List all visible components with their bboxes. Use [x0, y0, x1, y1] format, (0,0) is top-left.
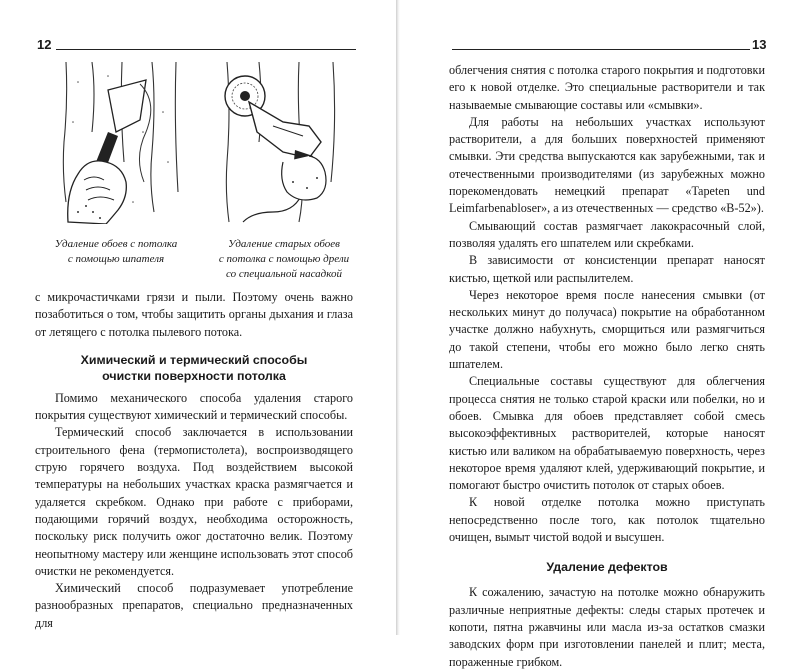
section-heading [35, 352, 353, 384]
heading-line: Химический и термический способы [80, 352, 308, 367]
section-heading: Удаление дефектов [546, 560, 668, 575]
paragraph: Термический способ заключается в использовании строительного фена (термопистолета), воспроизводящего струю горячего воздуха. Под воздействием высокой температуры на небольших участках краска размягчается и удаляется скребком. Однако при работе с приборами, подающими горячий воздух, необходима осторожность, поскольку риск получить ожог достаточно велик. Поэтому неопытному мастеру или женщине использовать этот способ очистки не рекомендуется. [35, 425, 353, 578]
paragraph: Через некоторое время после нанесения смывки (от нескольких минут до получаса) покрытие на обработанном участке должно набухнуть, сморщиться или размягчиться до такой степени, чтобы его можно было легко снять шпателем. [449, 287, 765, 372]
paragraph: Химический способ подразумевает употребление разнообразных препаратов, специально предназначенных для [35, 581, 353, 630]
caption-line: с помощью шпателя [67, 253, 165, 265]
caption-line: с потолка с помощью дрели [218, 253, 350, 265]
paragraph: В зависимости от консистенции препарат наносят кистью, щеткой или распылителем. [449, 253, 765, 285]
caption-line: Удаление обоев с потолка [54, 238, 178, 250]
page-number: 12 [37, 37, 52, 52]
caption-line: со специальной насадкой [226, 268, 342, 280]
left-page [0, 0, 396, 635]
paragraph: Для работы на небольших участках используют растворители, а для больших поверхностей применяют смывки. Эти средства выпускаются как зарубежными, так и отечественными производителями (из зарубежных можно порекомендовать немецкий препарат «Tapeten und Leimfarbenabloser», а из отечественных — средство «В-52»). [449, 114, 765, 216]
caption-line: Удаление старых обоев [228, 238, 340, 250]
heading-line: очистки поверхности потолка [102, 368, 286, 383]
right-page [400, 0, 800, 669]
paragraph: К новой отделке потолка можно приступать непосредственно после того, как потолок тщательно очищен, вымыт чистой водой и высушен. [449, 495, 765, 545]
right-text-block [449, 62, 765, 671]
figure-caption-1 [30, 237, 202, 267]
header-rule [56, 49, 356, 50]
paragraph: Специальные составы существуют для облегчения процесса снятия не только старой краски или побелки, но и обоев. Смывка для обоев представляет собой смесь высокоэффективных растворителей, которые наносят кистью или валиком на обрабатываемую поверхность, через некоторое время удаляют клей, удерживающий покрытие, и помогают быстро очистить потолок от старых обоев. [449, 374, 765, 493]
page-number: 13 [752, 37, 767, 52]
paragraph: Помимо механического способа удаления старого покрытия существуют химический и термический способы. [35, 390, 353, 423]
header-rule [452, 49, 750, 50]
paragraph: облегчения снятия с потолка старого покрытия и подготовки его к новой отделке. Это специальные растворители и так называемые смывающие составы или «смывки». [449, 63, 765, 112]
paragraph: с микрочастичками грязи и пыли. Поэтому очень важно позаботиться о том, чтобы защитить органы дыхания и глаза от летящего с потолка пылевого потока. [35, 290, 353, 339]
left-text-block [35, 289, 353, 632]
paragraph: К сожалению, зачастую на потолке можно обнаружить различные неприятные дефекты: следы старых протечек и копоти, пятна ржавчины или масла из-за остатков смазки заводских форм при изготовлении панелей и плит; места, пораженные грибком. [449, 585, 765, 669]
drill-brush-icon [213, 62, 348, 224]
paragraph: Смывающий состав размягчает лакокрасочный слой, позволяя удалять его шпателем или скребками. [449, 218, 765, 250]
figure-caption-2 [204, 237, 364, 282]
spatula-scraping-icon [48, 62, 183, 224]
